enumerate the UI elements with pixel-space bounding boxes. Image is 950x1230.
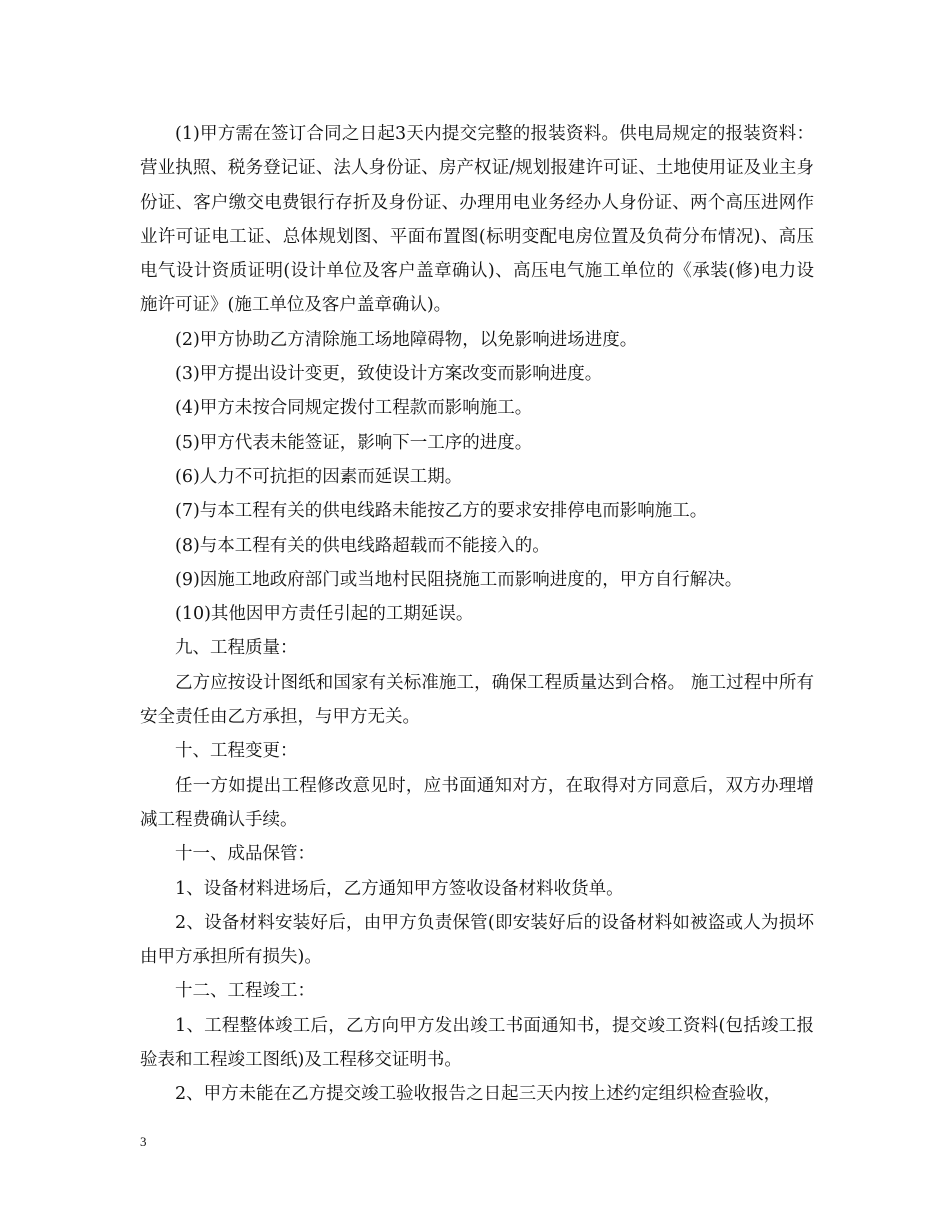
paragraph-clause-7: (7)与本工程有关的供电线路未能按乙方的要求安排停电而影响施工。 xyxy=(175,501,708,522)
paragraph-clause-2: (2)甲方协助乙方清除施工场地障碍物，以免影响进场进度。 xyxy=(175,329,638,350)
document-body xyxy=(140,117,814,1112)
paragraph-custody-1: 1、设备材料进场后，乙方通知甲方签收设备材料收货单。 xyxy=(175,878,624,899)
section-heading-change: 十、工程变更： xyxy=(175,741,298,762)
page-number: 3 xyxy=(140,1134,147,1149)
section-heading-completion: 十二、工程竣工： xyxy=(175,981,315,1002)
paragraph-clause-6: (6)人力不可抗拒的因素而延误工期。 xyxy=(175,466,463,487)
paragraph-quality: 乙方应按设计图纸和国家有关标准施工，确保工程质量达到合格。 施工过程中所有安全责任由乙方承担，与甲方无关。 xyxy=(140,672,814,728)
paragraph-clause-9: (9)因施工地政府部门或当地村民阻挠施工而影响进度的，甲方自行解决。 xyxy=(175,569,743,590)
paragraph-clause-4: (4)甲方未按合同规定拨付工程款而影响施工。 xyxy=(175,398,533,419)
paragraph-completion-2: 2、甲方未能在乙方提交竣工验收报告之日起三天内按上述约定组织检查验收， xyxy=(175,1084,782,1105)
paragraph-clause-8: (8)与本工程有关的供电线路超载而不能接入的。 xyxy=(175,535,550,556)
paragraph-change: 任一方如提出工程修改意见时，应书面通知对方，在取得对方同意后，双方办理增减工程费确认手续。 xyxy=(140,775,814,830)
paragraph-clause-1: (1)甲方需在签订合同之日起3天内提交完整的报装资料。供电局规定的报装资料：营业执照、税务登记证、法人身份证、房产权证/规划报建许可证、土地使用证及业主身份证、客户缴交电费银行存折及身份证、办理用电业务经办人身份证、两个高压进网作业许可证电工证、总体规划图、平面布置图(标明变配电房位置及负荷分布情况)、高压电气设计资质证明(设计单位及客户盖章确认)、高压电气施工单位的《承装(修)电力设施许可证》(施工单位及客户盖章确认)。 xyxy=(140,124,814,316)
section-heading-quality: 九、工程质量： xyxy=(175,638,298,659)
paragraph-custody-2: 2、设备材料安装好后，由甲方负责保管(即安装好后的设备材料如被盗或人为损坏由甲方承担所有损失)。 xyxy=(140,912,814,968)
paragraph-clause-5: (5)甲方代表未能签证，影响下一工序的进度。 xyxy=(175,432,533,453)
paragraph-clause-10: (10)其他因甲方责任引起的工期延误。 xyxy=(175,604,474,625)
paragraph-clause-3: (3)甲方提出设计变更，致使设计方案改变而影响进度。 xyxy=(175,364,603,385)
section-heading-custody: 十一、成品保管： xyxy=(175,844,315,865)
paragraph-completion-1: 1、工程整体竣工后，乙方向甲方发出竣工书面通知书，提交竣工资料(包括竣工报验表和工程竣工图纸)及工程移交证明书。 xyxy=(140,1015,814,1071)
